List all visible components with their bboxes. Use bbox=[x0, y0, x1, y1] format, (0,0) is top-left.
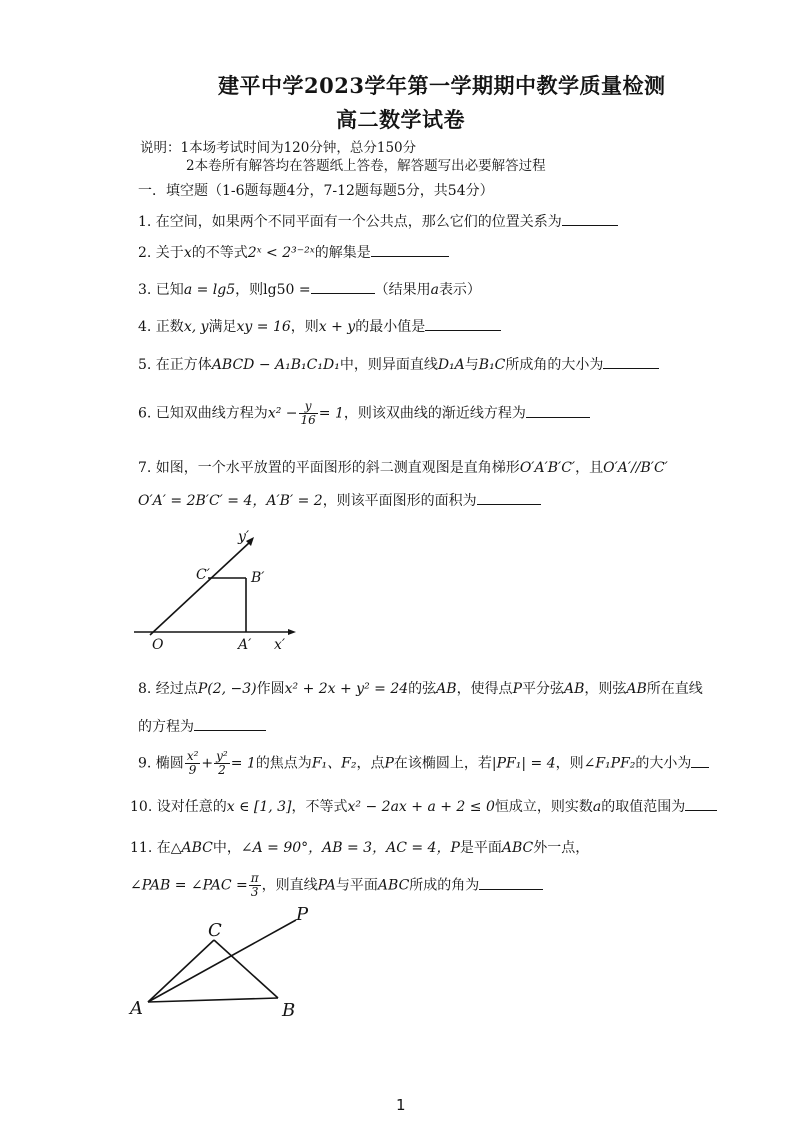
q5-text-b: 中，则异面直线 bbox=[339, 357, 438, 373]
q9-eq: = 1 bbox=[230, 755, 256, 772]
q4-text-c: ，则 bbox=[290, 319, 319, 335]
q11-segment-cb bbox=[214, 940, 278, 998]
q7-text-c: ，则该平面图形的面积为 bbox=[322, 493, 477, 509]
question-1 bbox=[138, 211, 618, 231]
q6-text-a: 6. 已知双曲线方程为 bbox=[138, 405, 268, 422]
q11-text-g: 所成的角为 bbox=[409, 877, 480, 894]
q5-text-c: 与 bbox=[464, 357, 479, 373]
question-5 bbox=[138, 354, 659, 374]
q7-parallel: O′A′//B′C′ bbox=[603, 460, 668, 476]
q7-lengths: O′A′ = 2B′C′ = 4，A′B′ = 2 bbox=[138, 493, 323, 509]
q9-answer-blank bbox=[691, 753, 709, 768]
q8-ab-1: AB bbox=[436, 681, 457, 697]
q11-segment-ab bbox=[148, 998, 278, 1002]
q11-text-b: 中， bbox=[212, 840, 241, 856]
q8-answer-blank bbox=[194, 716, 266, 731]
q9-frac-x bbox=[185, 750, 201, 777]
exam-title: 建平中学2023学年第一学期期中教学质量检测 bbox=[218, 73, 666, 98]
q7-y-label: y′ bbox=[238, 529, 250, 545]
q10-text-a: 10. 设对任意的 bbox=[130, 799, 227, 815]
q8-text-a: 8. 经过点 bbox=[138, 681, 198, 697]
q3-expr: lg50 = bbox=[263, 282, 311, 298]
q8-text-e: 平分弦 bbox=[521, 681, 564, 697]
q7-c-label: C′ bbox=[196, 567, 210, 583]
q7-x-arrow bbox=[288, 629, 296, 635]
q5-answer-blank bbox=[603, 354, 659, 369]
q9-p: P bbox=[384, 755, 394, 772]
question-9: 9. 椭圆 $\frac{\text{x²}}{9}$ + $\frac{\text{y²}}{2}$ = 1的焦点为F₁、F₂，点P在该椭圆上，若|PF₁| = 4，则∠F₁PF₂的大小为 bbox=[138, 750, 709, 777]
q5-text-a: 5. 在正方体 bbox=[138, 357, 212, 373]
q7-text-a: 7. 如图，一个水平放置的平面图形的斜二测直观图是直角梯形 bbox=[138, 460, 520, 476]
q11-values: ∠A = 90°，AB = 3，AC = 4， bbox=[240, 840, 451, 856]
q8-text-g: 所在直线 bbox=[646, 681, 703, 697]
q1-text: 1. 在空间，如果两个不同平面有一个公共点，那么它们的位置关系为 bbox=[138, 214, 562, 230]
q9-frac-y-den: 2 bbox=[218, 763, 226, 777]
q8-text-f: ，则弦 bbox=[584, 681, 627, 697]
q7-o-label: O bbox=[152, 637, 164, 653]
q9-text-b: 的焦点为 bbox=[255, 755, 312, 772]
question-11-line2 bbox=[130, 872, 543, 899]
q7-figure bbox=[128, 525, 298, 655]
q4-text-d: 的最小值是 bbox=[355, 319, 426, 335]
q8-ab-3: AB bbox=[626, 681, 647, 697]
q9-text-e: ，则 bbox=[555, 755, 584, 772]
q8-text-b: 作圆 bbox=[256, 681, 285, 697]
q2-answer-blank bbox=[371, 242, 449, 257]
q6-eq: = 1 bbox=[318, 405, 344, 422]
q10-text-d: 的取值范围为 bbox=[601, 799, 686, 815]
q9-frac-x-den: 9 bbox=[188, 763, 197, 777]
q11-triangle: △ABC bbox=[170, 840, 213, 856]
q11-text-e: ，则直线 bbox=[261, 877, 318, 894]
q3-text-c: （结果用 bbox=[374, 282, 431, 298]
q9-frac-x-num: x² bbox=[186, 749, 199, 763]
q10-var-a: a bbox=[592, 799, 602, 815]
q7-b-label: B′ bbox=[251, 570, 265, 586]
q9-foci: F₁、F₂ bbox=[311, 755, 357, 772]
q6-answer-blank bbox=[526, 403, 590, 418]
q11-p: P bbox=[450, 840, 460, 856]
q11-text-a: 11. 在 bbox=[130, 840, 171, 856]
q10-text-b: ，不等式 bbox=[291, 799, 348, 815]
q11-text-d: 外一点， bbox=[533, 840, 590, 856]
q3-text-d: 表示） bbox=[438, 282, 481, 298]
q11-figure bbox=[126, 900, 326, 1024]
q2-text-c: 的不等式 bbox=[191, 245, 248, 261]
q6-text-b: ，则该双曲线的渐近线方程为 bbox=[343, 405, 526, 422]
q11-c-label: C bbox=[208, 920, 222, 941]
q4-text-b: 满足 bbox=[208, 319, 237, 335]
q7-text-b: ，且 bbox=[575, 460, 604, 476]
q8-ab-2: AB bbox=[563, 681, 585, 697]
q2-text-d: 的解集是 bbox=[314, 245, 371, 261]
q3-given: a = lg5 bbox=[183, 282, 236, 298]
question-3 bbox=[138, 279, 481, 299]
page-number: 1 bbox=[396, 1096, 406, 1114]
q11-text-f: 与平面 bbox=[335, 877, 378, 894]
q5-text-d: 所成角的大小为 bbox=[505, 357, 604, 373]
q2-inequality: 2ˣ < 2³⁻²ˣ bbox=[247, 245, 315, 261]
notes-item2: 2本卷所有解答均在答题纸上答卷，解答题写出必要解答过程 bbox=[186, 158, 546, 174]
q6-frac-num: y bbox=[299, 400, 318, 414]
q11-abc-2: ABC bbox=[377, 877, 410, 894]
q5-line1: D₁A bbox=[437, 357, 465, 373]
question-8-line2 bbox=[138, 716, 266, 736]
question-7-line1 bbox=[138, 457, 668, 477]
q4-answer-blank bbox=[425, 316, 501, 331]
q7-answer-blank bbox=[477, 490, 541, 505]
question-6 bbox=[138, 400, 590, 427]
question-10 bbox=[130, 796, 717, 816]
notes-item1: 1本场考试时间为120分钟，总分150分 bbox=[180, 140, 417, 156]
q3-var-a: a bbox=[430, 282, 439, 298]
q3-answer-blank bbox=[311, 279, 375, 294]
q10-answer-blank bbox=[685, 796, 717, 811]
q3-text-a: 3. 已知 bbox=[138, 282, 184, 298]
question-2 bbox=[138, 242, 449, 262]
q7-trapezoid: O′A′B′C′ bbox=[519, 460, 576, 476]
q4-text-a: 4. 正数 bbox=[138, 319, 184, 335]
q9-pf1: |PF₁| = 4 bbox=[491, 755, 556, 772]
q6-frac-den: 16 bbox=[300, 413, 316, 427]
q6-x2: x² − bbox=[267, 405, 298, 422]
question-7-line2 bbox=[138, 490, 541, 510]
q5-line2: B₁C bbox=[478, 357, 506, 373]
q6-fraction bbox=[299, 400, 318, 427]
q4-condition: xy = 16 bbox=[236, 319, 291, 335]
q8-p: P bbox=[512, 681, 522, 697]
q11-answer-blank bbox=[479, 875, 543, 890]
q11-angles: ∠PAB = ∠PAC = bbox=[130, 877, 248, 894]
q1-answer-blank bbox=[562, 211, 618, 226]
q2-text-a: 2. 关于 bbox=[138, 245, 184, 261]
q11-frac-num: π bbox=[250, 871, 259, 885]
q7-x-label: x′ bbox=[274, 637, 286, 653]
q9-frac-y-num: y² bbox=[216, 749, 228, 763]
q11-b-label: B bbox=[282, 1000, 296, 1021]
q8-circle: x² + 2x + y² = 24 bbox=[284, 681, 409, 697]
question-4 bbox=[138, 316, 501, 336]
notes-line1 bbox=[140, 136, 416, 156]
q9-text-c: ，点 bbox=[356, 755, 385, 772]
q8-text-d: ，使得点 bbox=[456, 681, 513, 697]
q7-a-label: A′ bbox=[238, 637, 252, 653]
q9-frac-y bbox=[214, 750, 230, 777]
q9-text-a: 9. 椭圆 bbox=[138, 755, 184, 772]
q5-cube: ABCD − A₁B₁C₁D₁ bbox=[211, 357, 340, 373]
q8-text-h: 的方程为 bbox=[138, 719, 194, 735]
notes-label: 说明： bbox=[140, 140, 181, 156]
q4-expr: x + y bbox=[318, 319, 356, 335]
q10-text-c: 恒成立，则实数 bbox=[494, 799, 593, 815]
q11-frac bbox=[249, 872, 261, 899]
q10-inequality: x² − 2ax + a + 2 ≤ 0 bbox=[347, 799, 495, 815]
q11-frac-den: 3 bbox=[250, 885, 259, 899]
q11-pa: PA bbox=[317, 877, 336, 894]
q9-angle: ∠F₁PF₂ bbox=[583, 755, 636, 772]
q11-abc-1: ABC bbox=[501, 840, 534, 856]
q8-point: P(2, −3) bbox=[197, 681, 257, 697]
q11-p-label: P bbox=[296, 904, 309, 925]
q3-text-b: ，则 bbox=[235, 282, 264, 298]
q9-text-d: 在该椭圆上，若 bbox=[393, 755, 492, 772]
q11-segment-ap bbox=[148, 920, 296, 1002]
q10-interval: x ∈ [1, 3] bbox=[226, 799, 292, 815]
section-heading: 一．填空题（1-6题每题4分，7-12题每题5分，共54分） bbox=[138, 183, 494, 199]
exam-subtitle: 高二数学试卷 bbox=[336, 107, 465, 132]
question-11-line1 bbox=[130, 837, 589, 857]
q4-vars: x, y bbox=[183, 319, 209, 335]
q2-var-x: x bbox=[183, 245, 192, 261]
q8-text-c: 的弦 bbox=[408, 681, 437, 697]
q9-text-f: 的大小为 bbox=[635, 755, 692, 772]
q11-a-label: A bbox=[130, 998, 143, 1019]
q11-text-c: 是平面 bbox=[459, 840, 502, 856]
question-8-line1 bbox=[138, 678, 703, 698]
q7-y-axis bbox=[150, 542, 250, 635]
